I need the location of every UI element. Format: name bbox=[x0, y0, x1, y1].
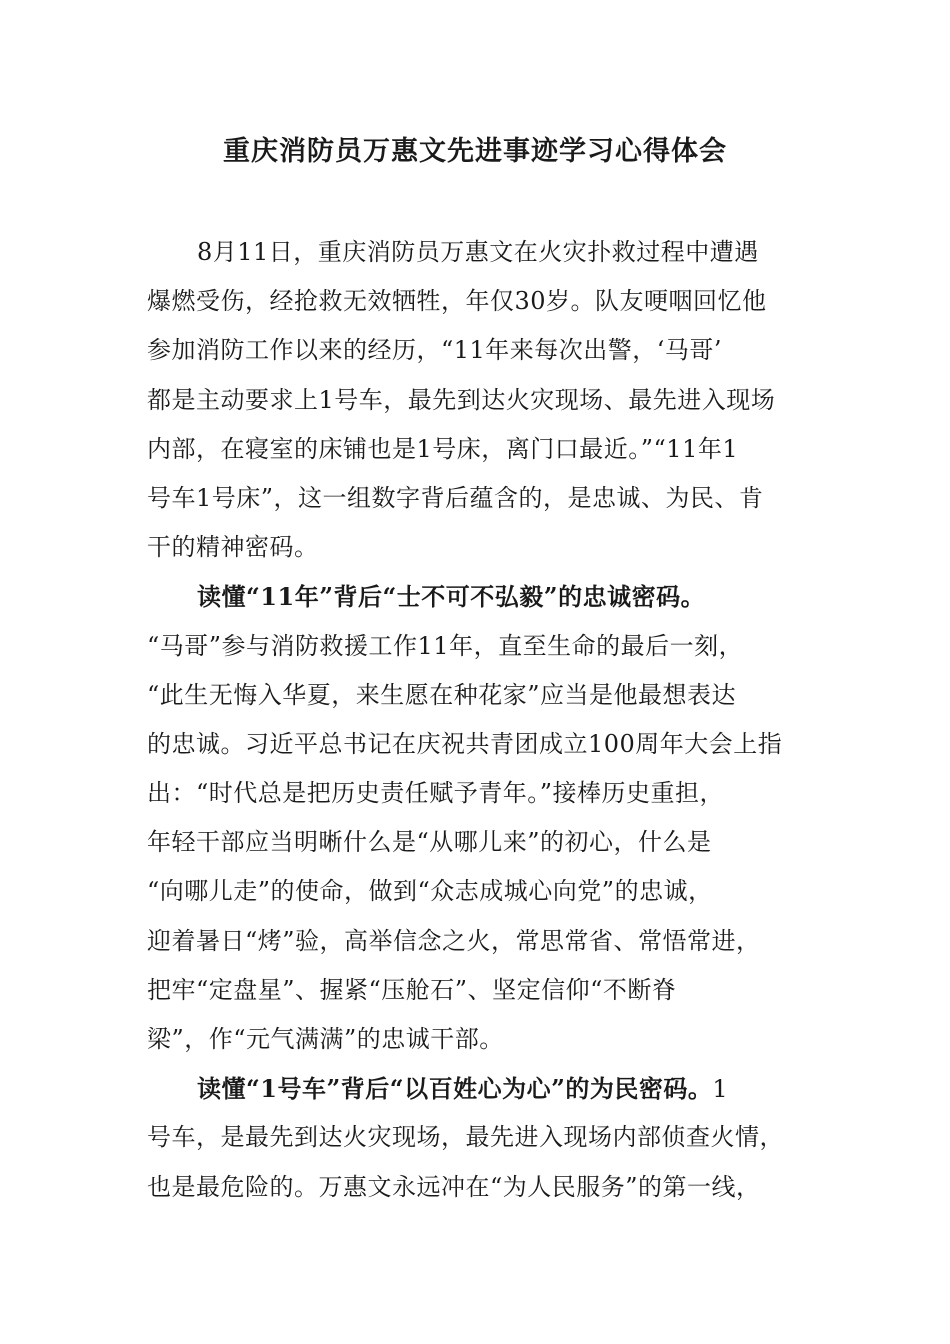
section-heading-loyalty: 读懂“11年”背后“士不可不弘毅”的忠诚密码。 bbox=[197, 582, 706, 612]
section-heading-people: 读懂“1号车”背后“以百姓心为心”的为民密码。 bbox=[197, 1074, 713, 1104]
paragraph-line: 8月11日，重庆消防员万惠文在火灾扑救过程中遭遇 bbox=[197, 238, 759, 266]
paragraph-line: “马哥”参与消防救援工作11年，直至生命的最后一刻， bbox=[147, 631, 744, 660]
paragraph-line: 内部，在寝室的床铺也是1号床，离门口最近。”“11年1 bbox=[147, 434, 739, 463]
paragraph-line: 号车1号床”，这一组数字背后蕴含的，是忠诚、为民、肯 bbox=[147, 483, 764, 512]
paragraph-line: 干的精神密码。 bbox=[147, 533, 319, 562]
paragraph-line: 梁”，作“元气满满”的忠诚干部。 bbox=[147, 1025, 504, 1053]
paragraph-line: 都是主动要求上1号车，最先到达火灾现场、最先进入现场 bbox=[147, 385, 776, 414]
paragraph-line: “此生无悔入华夏，来生愿在种花家”应当是他最想表达 bbox=[147, 680, 737, 709]
paragraph-line: “向哪儿走”的使命，做到“众志成城心向党”的忠诚， bbox=[147, 877, 713, 906]
paragraph-line: 迎着暑日“烤”验，高举信念之火，常思常省、常悟常进， bbox=[147, 926, 761, 955]
paragraph-line: 爆燃受伤，经抢救无效牺牲，年仅30岁。队友哽咽回忆他 bbox=[147, 287, 767, 316]
document-title: 重庆消防员万惠文先进事迹学习心得体会 bbox=[223, 136, 727, 167]
paragraph-line: 年轻干部应当明晰什么是“从哪儿来”的初心，什么是 bbox=[147, 828, 712, 857]
paragraph-line: 号车，是最先到达火灾现场，最先进入现场内部侦查火情， bbox=[147, 1123, 784, 1152]
paragraph-line: 参加消防工作以来的经历，“11年来每次出警，‘马哥’ bbox=[147, 336, 723, 365]
paragraph-start: 1 bbox=[712, 1075, 729, 1104]
section-heading-line-people bbox=[147, 1064, 807, 1113]
document-body bbox=[147, 228, 807, 1212]
paragraph-line: 的忠诚。习近平总书记在庆祝共青团成立100周年大会上指 bbox=[147, 729, 783, 758]
paragraph-line: 把牢“定盘星”、握紧“压舱石”、坚定信仰“不断脊 bbox=[147, 975, 677, 1004]
paragraph-line: 也是最危险的。万惠文永远冲在“为人民服务”的第一线， bbox=[147, 1172, 761, 1201]
paragraph-line: 出：“时代总是把历史责任赋予青年。”接棒历史重担， bbox=[147, 779, 725, 808]
